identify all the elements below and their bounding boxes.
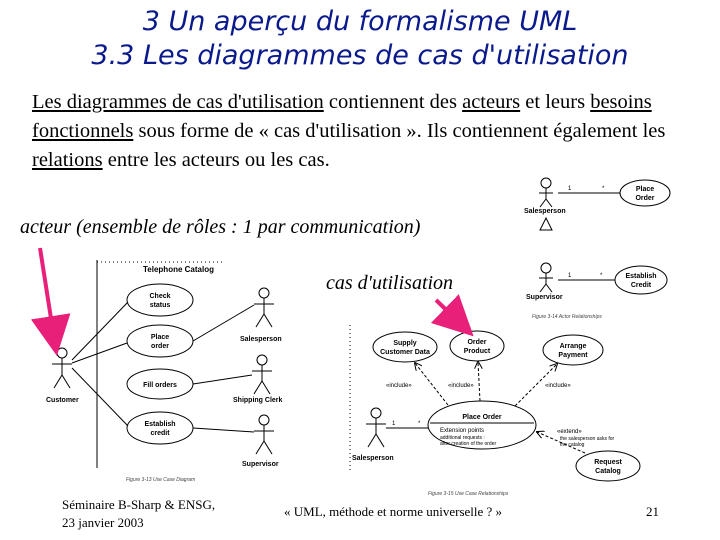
actor-head xyxy=(541,178,551,188)
usecase-text: credit xyxy=(150,430,170,437)
small-top-actor: Salesperson xyxy=(524,208,566,215)
small-mid-diagram xyxy=(526,263,667,320)
actor-supervisor: Supervisor xyxy=(242,461,279,468)
figure-caption: Figure 3-13 Use Case Diagram xyxy=(126,477,196,483)
multiplicity: 1 xyxy=(568,273,572,279)
order-relationships-diagram xyxy=(350,325,640,497)
intro-text: et leurs xyxy=(520,91,591,113)
actor-pointer-arrow xyxy=(40,248,55,344)
figure-caption: Figure 3-14 Actor Relationships xyxy=(532,314,602,320)
usecase-text: Credit xyxy=(630,282,652,289)
actor-label: acteur (ensemble de rôles : 1 par communication) xyxy=(20,216,421,238)
intro-term-relations: relations xyxy=(32,149,103,171)
usecase-text: Fill orders xyxy=(143,382,177,389)
intro-term-actors: acteurs xyxy=(462,91,521,113)
usecase-arrange-payment xyxy=(543,335,603,365)
usecase-text: Supply xyxy=(393,340,417,347)
multiplicity: * xyxy=(602,186,605,192)
usecase-text: Customer Data xyxy=(380,349,430,356)
slide-title-line2: 3.3 Les diagrammes de cas d'utilisation xyxy=(91,40,629,71)
include-label: «include» xyxy=(448,383,474,389)
actor-shipping-clerk: Shipping Clerk xyxy=(233,397,283,404)
usecase-establish-credit-small xyxy=(615,266,667,294)
intro-text: contiennent des xyxy=(323,91,463,113)
usecase-place-order xyxy=(127,325,193,357)
usecase-text: Place xyxy=(635,186,655,193)
usecase-text: Catalog xyxy=(595,468,621,475)
multiplicity: * xyxy=(418,421,421,427)
intro-term-needs: besoins fonctionnels xyxy=(32,91,652,142)
extension-text: additional requests : xyxy=(440,435,485,441)
include-label: «include» xyxy=(386,383,412,389)
include-label: «include» xyxy=(545,383,571,389)
extension-title: Extension points xyxy=(440,428,485,434)
intro-text: entre les acteurs ou les cas. xyxy=(102,149,330,171)
small-top-diagram xyxy=(524,178,670,230)
usecase-text: Product xyxy=(463,348,491,355)
usecase-text: status xyxy=(149,302,171,309)
actor-customer: Customer xyxy=(46,397,79,404)
usecase-text: Order xyxy=(467,339,487,346)
usecase-pointer-arrow xyxy=(436,300,465,328)
usecase-check-status xyxy=(127,284,193,316)
usecase-order-product xyxy=(450,331,504,361)
generalization-triangle xyxy=(540,218,552,230)
intro-text: sous forme de « cas d'utilisation ». Ils contiennent également les xyxy=(133,120,666,142)
usecase-text: Arrange xyxy=(559,343,587,350)
usecase-text: Establish xyxy=(144,421,176,428)
multiplicity: 1 xyxy=(568,186,572,192)
extend-note: the catalog xyxy=(560,442,585,448)
footer-left-line2: 23 janvier 2003 xyxy=(62,515,144,530)
boundary-title: Telephone Catalog xyxy=(143,265,214,274)
slide-title-line1: 3 Un aperçu du formalisme UML xyxy=(142,6,578,37)
actor-salesperson: Salesperson xyxy=(240,336,282,343)
usecase-establish-credit xyxy=(127,412,193,444)
usecase-supply-customer-data xyxy=(373,332,437,362)
figure-caption: Figure 3-15 Use Case Relationships xyxy=(428,491,509,497)
small-mid-actor: Supervisor xyxy=(526,294,563,301)
extension-text: after creation of the order xyxy=(440,441,497,447)
usecase-text: Payment xyxy=(558,352,588,359)
multiplicity: * xyxy=(600,273,603,279)
usecase-text: Check xyxy=(149,293,171,300)
usecase-text: Order xyxy=(635,195,655,202)
usecase-text: Establish xyxy=(625,273,657,280)
usecase-text: Place xyxy=(150,334,170,341)
intro-term-usecase-diagrams: Les diagrammes de cas d'utilisation xyxy=(32,91,324,113)
extend-note: the salesperson asks for xyxy=(560,436,615,442)
footer-left-line1: Séminaire B-Sharp & ENSG, xyxy=(62,497,216,512)
usecase-text: Request xyxy=(594,459,622,466)
usecase-place-order-small xyxy=(620,180,670,206)
multiplicity: 1 xyxy=(392,421,396,427)
usecase-request-catalog xyxy=(576,451,640,481)
footer-center: « UML, méthode et norme universelle ? » xyxy=(284,504,503,519)
actor-salesperson-right: Salesperson xyxy=(352,455,394,462)
telephone-catalog-diagram xyxy=(46,260,283,483)
usecase-text: order xyxy=(151,343,169,350)
footer-left xyxy=(62,496,215,532)
usecase-text: Place Order xyxy=(462,414,502,421)
page-number: 21 xyxy=(646,504,659,519)
extend-label: «extend» xyxy=(557,429,582,435)
usecase-label: cas d'utilisation xyxy=(326,272,454,294)
